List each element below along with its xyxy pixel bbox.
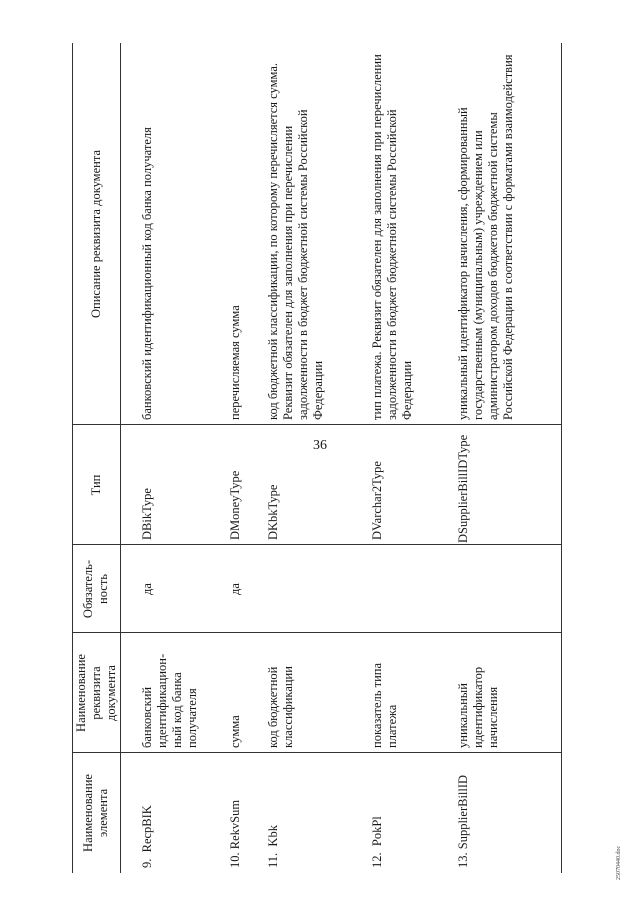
header-type: Тип (88, 474, 103, 496)
cell-type: DKbkType (266, 484, 280, 540)
cell-attr-name: сумма (228, 715, 242, 748)
element-name: PokPl (370, 816, 384, 847)
cell-required (366, 545, 450, 633)
cell-type: DMoneyType (228, 470, 242, 540)
header-attr-name: Наименование реквизита документа (73, 654, 118, 732)
element-name: RekvSum (228, 799, 242, 850)
cell-description: тип платежа. Реквизит обязателен для заполнения при перечислении задолженности в бюджет бюджетной системы Российской Федерации (370, 54, 414, 420)
cell-element (452, 753, 560, 873)
row-number: 12. (370, 852, 384, 868)
element-name: SupplierBillID (456, 774, 470, 850)
cell-element (136, 753, 220, 873)
element-name: RecpBIK (140, 805, 154, 853)
cell-description: банковский идентификационный код банка получателя (140, 127, 154, 420)
cell-required: да (140, 583, 154, 595)
header-required: Обязатель-ность (81, 559, 110, 619)
cell-attr-name: код бюджетной классификации (266, 666, 295, 748)
cell-attr-name: банковский идентификацион-ный код банка получателя (140, 653, 199, 748)
document-code: 25070440.doc (616, 845, 622, 880)
header-bottom-rule (120, 43, 121, 873)
row-number: 10. (228, 852, 242, 868)
cell-required (262, 545, 360, 633)
element-name: Kbk (266, 825, 280, 847)
cell-required (452, 545, 560, 633)
cell-type: DSupplierBillIDType (456, 434, 470, 543)
row-number: 11. (266, 852, 280, 868)
requisites-table (72, 43, 562, 873)
cell-attr-name: показатель типа платежа (370, 663, 399, 748)
row-number: 9. (140, 858, 154, 868)
cell-description: перечисляемая сумма (228, 305, 242, 420)
cell-attr-name: уникальный идентификатор начисления (456, 666, 500, 748)
header-element-name: Наименование элемента (81, 774, 110, 852)
table-bottom-rule (561, 43, 562, 873)
row-number: 13. (456, 852, 470, 868)
cell-description: код бюджетной классификации, по которому перечисляется сумма. Реквизит обязателен для заполнения при перечислении задолженности в бюджет бюджетной системы Российской Федерации (266, 62, 325, 420)
cell-required: да (228, 583, 242, 595)
page-number: 36 (313, 438, 327, 453)
header-description: Описание реквизита документа (88, 150, 103, 318)
cell-type: DVarchar2Type (370, 461, 384, 540)
cell-description: уникальный идентификатор начисления, сформированный государственным (муниципальным) учреждением или администратором доходов бюджетов бюджетной системы Российской Федерации в соответствии с форматами взаимодействия (456, 54, 515, 420)
cell-type: DBikType (140, 488, 154, 540)
cell-element (262, 753, 360, 873)
cell-element (224, 753, 260, 873)
cell-element (366, 753, 450, 873)
